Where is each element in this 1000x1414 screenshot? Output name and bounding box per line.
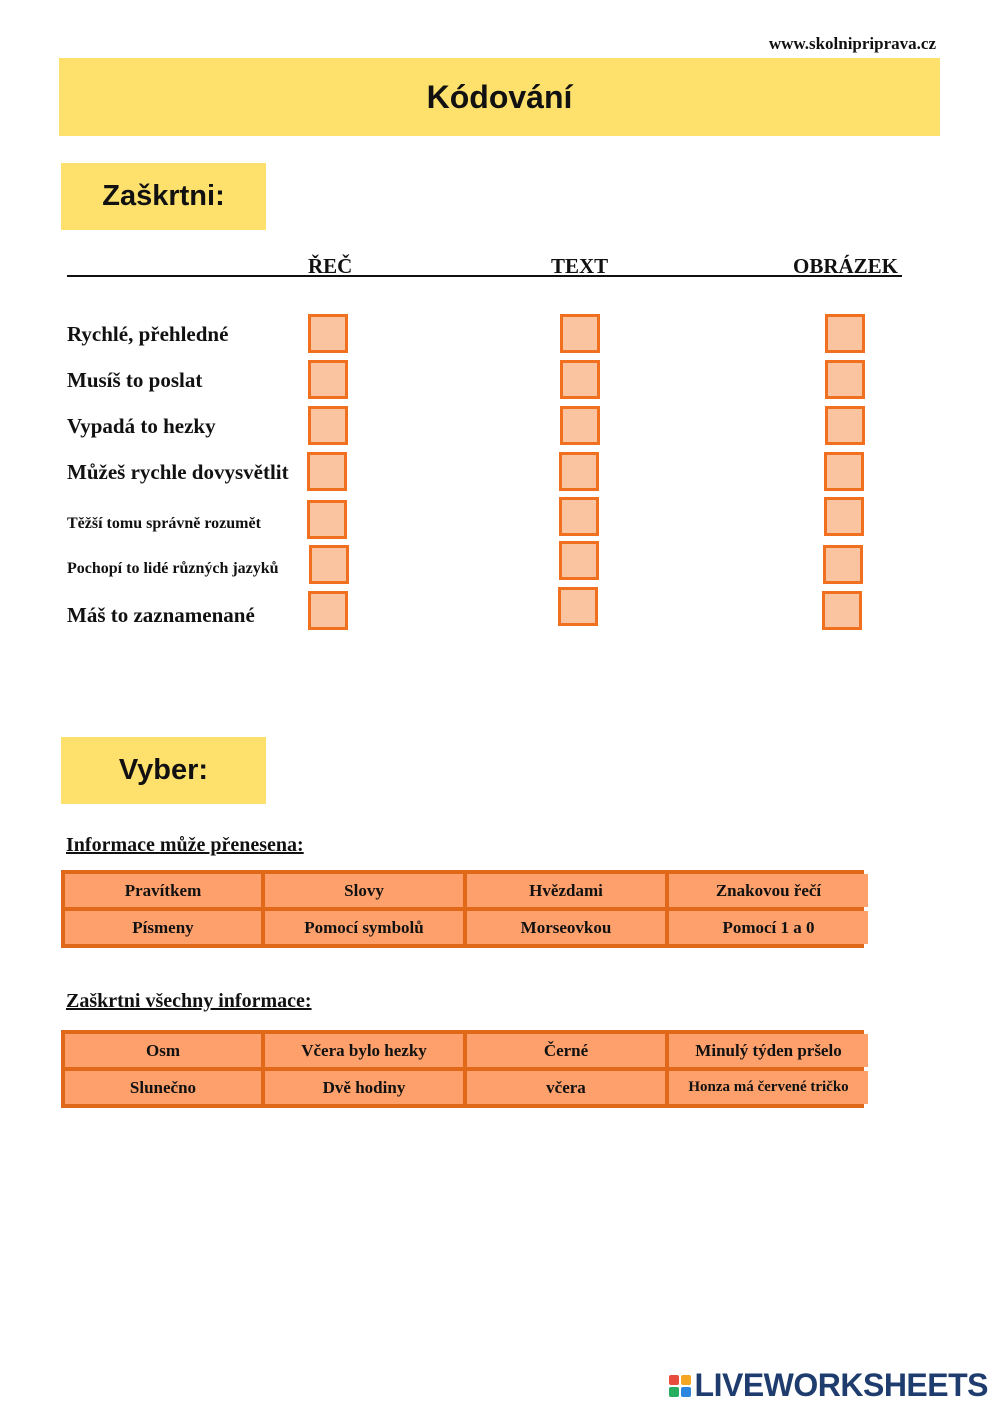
question-information: Zaškrtni všechny informace: xyxy=(66,990,312,1012)
row-label: Můžeš rychle dovysvětlit xyxy=(67,460,289,484)
row-label: Rychlé, přehledné xyxy=(67,322,229,346)
checkbox-text-1[interactable] xyxy=(560,314,600,353)
row-label: Máš to zaznamenané xyxy=(67,603,255,627)
column-header-text: TEXT xyxy=(551,254,609,278)
checkbox-text-5[interactable] xyxy=(559,497,599,536)
choice-cell[interactable]: Slunečno xyxy=(65,1071,261,1104)
column-header-speech: ŘEČ xyxy=(308,254,353,278)
choice-cell[interactable]: Slovy xyxy=(265,874,463,907)
choice-cell[interactable]: včera xyxy=(467,1071,665,1104)
checkbox-speech-3[interactable] xyxy=(308,406,348,445)
site-url: www.skolnipriprava.cz xyxy=(768,34,936,53)
choice-grid-transfer xyxy=(61,870,864,948)
choice-cell[interactable]: Morseovkou xyxy=(467,911,665,944)
row-label: Pochopí to lidé různých jazyků xyxy=(67,560,279,577)
checkbox-speech-6[interactable] xyxy=(309,545,349,584)
liveworksheets-logo xyxy=(669,1367,988,1404)
choice-cell[interactable]: Osm xyxy=(65,1034,261,1067)
checkbox-image-4[interactable] xyxy=(824,452,864,491)
choice-cell[interactable]: Pravítkem xyxy=(65,874,261,907)
choice-cell[interactable]: Včera bylo hezky xyxy=(265,1034,463,1067)
checkbox-image-2[interactable] xyxy=(825,360,865,399)
choice-cell[interactable]: Pomocí 1 a 0 xyxy=(669,911,868,944)
choice-cell[interactable]: Minulý týden pršelo xyxy=(669,1034,868,1067)
checkbox-text-4[interactable] xyxy=(559,452,599,491)
checkbox-text-6[interactable] xyxy=(559,541,599,580)
choice-cell[interactable]: Písmeny xyxy=(65,911,261,944)
choice-cell[interactable]: Znakovou řečí xyxy=(669,874,868,907)
row-label: Musíš to poslat xyxy=(67,368,203,392)
checkbox-speech-4[interactable] xyxy=(307,452,347,491)
question-transfer: Informace může přenesena: xyxy=(66,834,304,856)
checkbox-image-5[interactable] xyxy=(824,497,864,536)
checkbox-text-7[interactable] xyxy=(558,587,598,626)
checkbox-speech-7[interactable] xyxy=(308,591,348,630)
choice-cell[interactable]: Dvě hodiny xyxy=(265,1071,463,1104)
choice-cell[interactable]: Černé xyxy=(467,1034,665,1067)
checkbox-image-7[interactable] xyxy=(822,591,862,630)
row-label: Těžší tomu správně rozumět xyxy=(67,515,261,532)
row-label: Vypadá to hezky xyxy=(67,414,216,438)
choice-cell[interactable]: Hvězdami xyxy=(467,874,665,907)
choice-cell[interactable]: Pomocí symbolů xyxy=(265,911,463,944)
section-heading-choose: Vyber: xyxy=(61,737,266,804)
choice-grid-information xyxy=(61,1030,864,1108)
column-header-image: OBRÁZEK xyxy=(793,254,899,278)
header-divider xyxy=(67,275,902,277)
checkbox-speech-2[interactable] xyxy=(308,360,348,399)
checkbox-text-2[interactable] xyxy=(560,360,600,399)
checkbox-speech-5[interactable] xyxy=(307,500,347,539)
section-heading-check: Zaškrtni: xyxy=(61,163,266,230)
liveworksheets-mark-icon xyxy=(669,1375,691,1397)
checkbox-speech-1[interactable] xyxy=(308,314,348,353)
logo-text: LIVEWORKSHEETS xyxy=(694,1367,988,1403)
checkbox-image-1[interactable] xyxy=(825,314,865,353)
checkbox-text-3[interactable] xyxy=(560,406,600,445)
page-title: Kódování xyxy=(59,58,940,136)
choice-cell[interactable]: Honza má červené tričko xyxy=(669,1071,868,1104)
checkbox-image-3[interactable] xyxy=(825,406,865,445)
checkbox-image-6[interactable] xyxy=(823,545,863,584)
